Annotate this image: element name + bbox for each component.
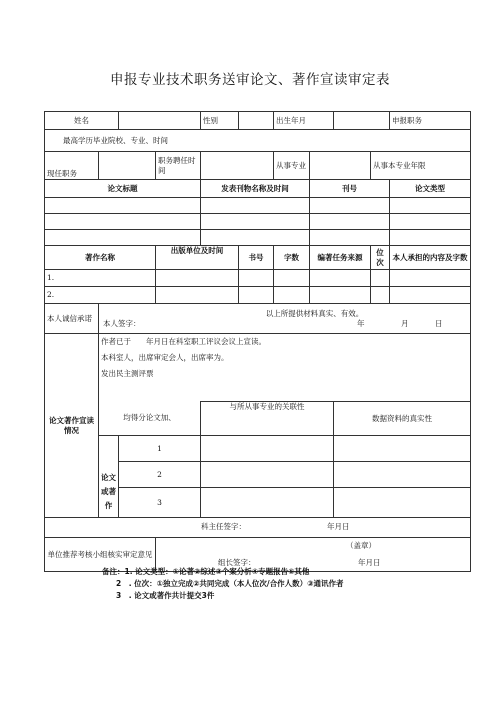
review-form-table bbox=[44, 111, 471, 572]
relevance-score-cell[interactable] bbox=[201, 462, 334, 488]
word-count-cell[interactable] bbox=[274, 287, 310, 304]
position-label: 申报职务 bbox=[390, 112, 471, 130]
task-source-header: 编著任务来源 bbox=[310, 246, 371, 270]
integrity-statement: 以上所提供材料真实、有效。 bbox=[265, 308, 364, 318]
issue-header: 刊号 bbox=[310, 180, 390, 198]
integrity-label: 本人诚信承诺 bbox=[45, 304, 99, 334]
relevance-header: 与所从事专业的关联性 bbox=[201, 402, 334, 436]
director-sign-label: 科主任签字： bbox=[201, 522, 246, 531]
current-position-label: 现任职务 bbox=[45, 152, 99, 180]
name-value[interactable] bbox=[119, 112, 201, 130]
current-position-row bbox=[45, 152, 471, 180]
unit-opinion-label: 单位推荐考核小组核实审定意见 bbox=[45, 538, 156, 572]
reading-line-1: 作者已于 年月日在科室职工评议会议上宣读。 bbox=[101, 337, 266, 346]
book-row-number: 1. bbox=[45, 270, 156, 287]
note-line-2: 2 . 位次：①独立完成②共同完成（本人位次/合作人数）③通讯作者 bbox=[116, 579, 344, 588]
book-row-number: 2. bbox=[45, 287, 156, 304]
birth-value[interactable] bbox=[334, 112, 390, 130]
relevance-score-cell[interactable] bbox=[201, 436, 334, 462]
year-label: 年 bbox=[357, 318, 365, 328]
item-number: 1 bbox=[119, 436, 201, 462]
education-label: 最高学历毕业院校、专业、时间 bbox=[45, 130, 471, 152]
rank-header: 位次 bbox=[371, 246, 390, 270]
seal-label: （盖章） bbox=[346, 541, 376, 550]
birth-label: 出生年月 bbox=[274, 112, 334, 130]
issue-cell[interactable] bbox=[310, 230, 390, 246]
paper-row bbox=[45, 214, 471, 230]
paper-type-cell[interactable] bbox=[390, 198, 471, 214]
journal-header: 发表刊物名称及时间 bbox=[201, 180, 310, 198]
papers-header-row bbox=[45, 180, 471, 198]
director-sign-row bbox=[45, 518, 471, 538]
book-number-cell[interactable] bbox=[239, 287, 274, 304]
education-row bbox=[45, 130, 471, 152]
paper-type-header: 论文类型 bbox=[390, 180, 471, 198]
reading-intro-row bbox=[45, 334, 471, 402]
publisher-cell[interactable] bbox=[156, 270, 239, 287]
authenticity-score-cell[interactable] bbox=[334, 436, 471, 462]
month-label: 月 bbox=[401, 318, 409, 328]
years-label: 从事本专业年限 bbox=[371, 152, 471, 180]
publisher-cell[interactable] bbox=[156, 287, 239, 304]
integrity-promise-row bbox=[45, 304, 471, 334]
rank-cell[interactable] bbox=[371, 270, 390, 287]
signature-label: 本人签字： bbox=[103, 318, 141, 328]
unit-date-label: 年月日 bbox=[358, 558, 381, 567]
content-cell[interactable] bbox=[390, 287, 471, 304]
name-label: 姓名 bbox=[45, 112, 119, 130]
journal-cell[interactable] bbox=[201, 230, 310, 246]
authenticity-score-cell[interactable] bbox=[334, 462, 471, 488]
gender-label: 性别 bbox=[201, 112, 239, 130]
paper-title-header: 论文标题 bbox=[45, 180, 201, 198]
paper-type-cell[interactable] bbox=[390, 214, 471, 230]
word-count-cell[interactable] bbox=[274, 270, 310, 287]
authenticity-score-cell[interactable] bbox=[334, 488, 471, 518]
publisher-header: 出版单位及时间 bbox=[156, 246, 239, 270]
book-row bbox=[45, 287, 471, 304]
gender-value[interactable] bbox=[239, 112, 274, 130]
paper-or-book-label bbox=[99, 436, 119, 518]
books-header-row bbox=[45, 246, 471, 270]
integrity-cell bbox=[99, 304, 471, 334]
average-score-label: 均得分论文加、 bbox=[99, 402, 201, 436]
engaged-major-value[interactable] bbox=[310, 152, 371, 180]
engaged-major-label: 从事专业 bbox=[274, 152, 310, 180]
authenticity-header: 数据资料的真实性 bbox=[334, 402, 471, 436]
journal-cell[interactable] bbox=[201, 214, 310, 230]
note-line-3: 3 . 论文或著作共计提交3件 bbox=[116, 591, 215, 600]
content-cell[interactable] bbox=[390, 270, 471, 287]
item-number: 3 bbox=[119, 488, 201, 518]
paper-or-book-text: 论文或著作 bbox=[101, 472, 116, 510]
evaluation-header-row bbox=[45, 402, 471, 436]
hired-time-label: 职务聘任时间 bbox=[156, 152, 201, 180]
paper-title-cell[interactable] bbox=[45, 230, 201, 246]
book-row bbox=[45, 270, 471, 287]
note-line-1: 备注：1. 论文类型：①论著②综述③个案分析④专题报告⑤其他 bbox=[102, 567, 310, 576]
day-label: 日 bbox=[435, 318, 443, 328]
issue-cell[interactable] bbox=[310, 214, 390, 230]
rank-cell[interactable] bbox=[371, 287, 390, 304]
relevance-score-cell[interactable] bbox=[201, 488, 334, 518]
book-name-header: 著作名称 bbox=[45, 246, 156, 270]
paper-row bbox=[45, 198, 471, 214]
task-source-cell[interactable] bbox=[310, 287, 371, 304]
personal-info-row bbox=[45, 112, 471, 130]
issue-cell[interactable] bbox=[310, 198, 390, 214]
paper-title-cell[interactable] bbox=[45, 214, 201, 230]
hired-time-value[interactable] bbox=[201, 152, 274, 180]
content-header: 本人承担的内容及字数 bbox=[390, 246, 471, 270]
word-count-header: 字数 bbox=[274, 246, 310, 270]
director-sign-cell bbox=[45, 518, 471, 538]
paper-title-cell[interactable] bbox=[45, 198, 201, 214]
reading-label: 论文著作宣读情况 bbox=[45, 334, 99, 518]
reading-line-2: 本科室人，出席审定会人，出席率为。 bbox=[101, 353, 229, 362]
leader-sign-label: 组长签字： bbox=[218, 558, 256, 567]
book-number-header: 书号 bbox=[239, 246, 274, 270]
form-title: 申报专业技术职务送审论文、著作宣读审定表 bbox=[110, 72, 390, 88]
current-position-value[interactable] bbox=[99, 152, 156, 180]
reading-line-3: 发出民主测评票 bbox=[101, 369, 154, 378]
task-source-cell[interactable] bbox=[310, 270, 371, 287]
paper-row bbox=[45, 230, 471, 246]
reading-intro bbox=[99, 334, 471, 402]
director-date-label: 年月日 bbox=[327, 522, 350, 531]
notes-block bbox=[102, 566, 343, 602]
item-number: 2 bbox=[119, 462, 201, 488]
evaluation-row bbox=[45, 436, 471, 462]
book-number-cell[interactable] bbox=[239, 270, 274, 287]
paper-type-cell[interactable] bbox=[390, 230, 471, 246]
journal-cell[interactable] bbox=[201, 198, 310, 214]
